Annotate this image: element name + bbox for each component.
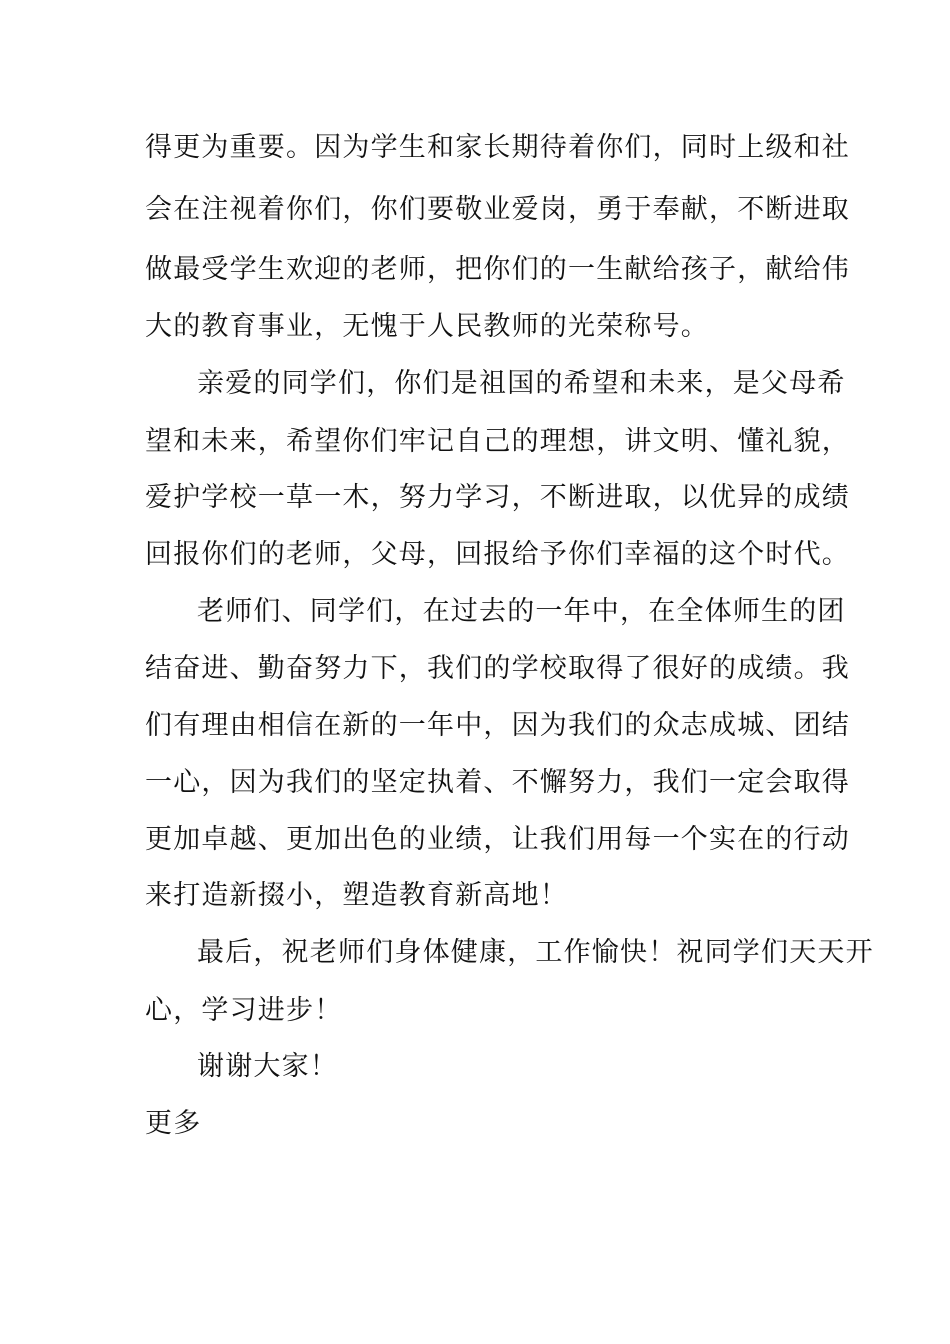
text-line: 爱护学校一草一木，努力学习，不断进取，以优异的成绩 <box>145 482 850 513</box>
text-line: 回报你们的老师，父母，回报给予你们幸福的这个时代。 <box>145 539 850 570</box>
paragraph-start-line: 最后，祝老师们身体健康，工作愉快！祝同学们天天开 <box>197 937 874 968</box>
text-line: 们有理由相信在新的一年中，因为我们的众志成城、团结 <box>145 710 850 741</box>
paragraph-start-line: 亲爱的同学们，你们是祖国的希望和未来，是父母希 <box>197 368 846 399</box>
text-line: 得更为重要。因为学生和家长期待着你们，同时上级和社 <box>145 132 850 163</box>
text-line: 一心，因为我们的坚定执着、不懈努力，我们一定会取得 <box>145 767 850 798</box>
text-line: 大的教育事业，无愧于人民教师的光荣称号。 <box>145 311 709 342</box>
text-line: 望和未来，希望你们牢记自己的理想，讲文明、懂礼貌， <box>145 426 850 457</box>
text-line: 更加卓越、更加出色的业绩，让我们用每一个实在的行动 <box>145 824 850 855</box>
paragraph-start-line: 老师们、同学们，在过去的一年中，在全体师生的团 <box>197 596 846 627</box>
text-line: 做最受学生欢迎的老师，把你们的一生献给孩子，献给伟 <box>145 254 850 285</box>
text-line: 结奋进、勤奋努力下，我们的学校取得了很好的成绩。我 <box>145 653 850 684</box>
more-text: 更多 <box>145 1108 202 1139</box>
thanks-line: 谢谢大家！ <box>197 1051 338 1082</box>
text-line: 来打造新掇小，塑造教育新高地！ <box>145 880 568 911</box>
text-line: 心，学习进步！ <box>145 995 343 1026</box>
text-line: 会在注视着你们，你们要敬业爱岗，勇于奉献，不断进取 <box>145 194 850 225</box>
